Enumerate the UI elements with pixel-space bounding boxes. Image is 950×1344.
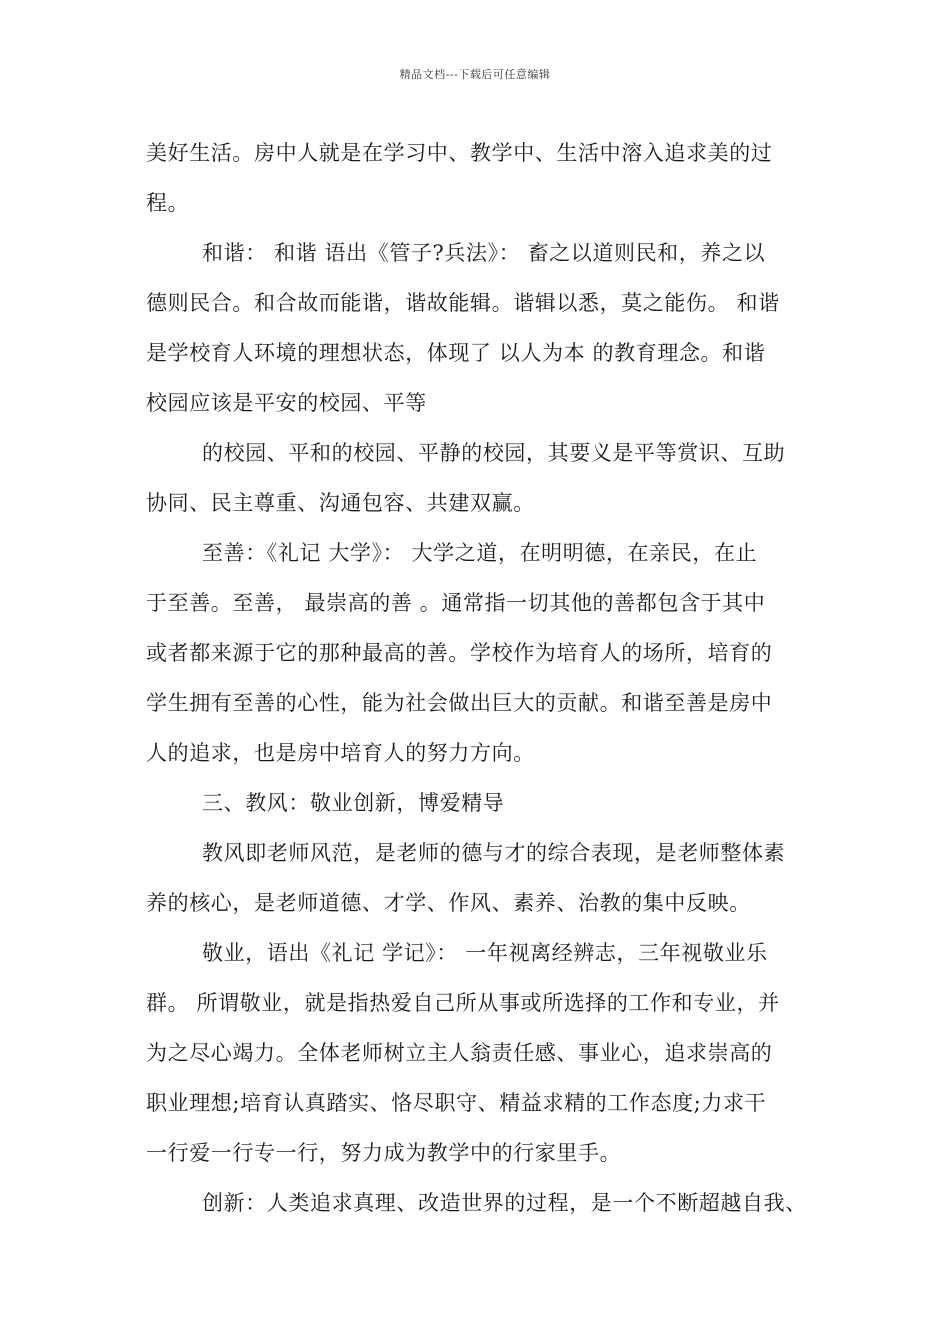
text-line: 美好生活。房中人就是在学习中、教学中、生活中溶入追求美的过 (146, 141, 773, 165)
text-line: 和谐： 和谐 语出《管子?兵法》： 畜之以道则民和，养之以 (202, 241, 766, 265)
document-body (146, 128, 826, 1228)
text-line: 学生拥有至善的心性，能为社会做出巨大的贡献。和谐至善是房中 (146, 691, 773, 715)
text-line: 或者都来源于它的那种最高的善。学校作为培育人的场所，培育的 (146, 641, 773, 665)
text-line: 教风即老师风范，是老师的德与才的综合表现，是老师整体素 (202, 841, 786, 865)
text-line: 创新：人类追求真理、改造世界的过程，是一个不断超越自我、 (202, 1191, 807, 1215)
text-line: 为之尽心竭力。全体老师树立主人翁责任感、事业心，追求崇高的 (146, 1041, 773, 1065)
text-line: 至善：《礼记 大学》： 大学之道，在明明德，在亲民，在止 (202, 541, 758, 565)
text-line: 的校园、平和的校园、平静的校园，其要义是平等赏识、互助 (202, 441, 786, 465)
text-line: 于至善。至善， 最崇高的善 。通常指一切其他的善都包含于其中 (146, 591, 766, 615)
text-line: 程。 (146, 191, 190, 215)
text-line: 三、教风：敬业创新，博爱精导 (202, 791, 505, 815)
page-header: 精品文档---下载后可任意编辑 (399, 68, 551, 81)
text-line: 群。 所谓敬业，就是指热爱自己所从事或所选择的工作和专业，并 (146, 991, 780, 1015)
text-line: 校园应该是平安的校园、平等 (146, 391, 427, 415)
text-line: 养的核心，是老师道德、才学、作风、素养、治教的集中反映。 (146, 891, 751, 915)
text-line: 敬业，语出《礼记 学记》： 一年视离经辨志，三年视敬业乐 (202, 941, 768, 965)
text-line: 人的追求，也是房中培育人的努力方向。 (146, 741, 535, 765)
text-line: 协同、民主尊重、沟通包容、共建双赢。 (146, 491, 535, 515)
text-line: 是学校育人环境的理想状态，体现了 以人为本 的教育理念。和谐 (146, 341, 766, 365)
text-line: 职业理想;培育认真踏实、恪尽职守、精益求精的工作态度;力求干 (146, 1091, 767, 1115)
text-line: 德则民合。和合故而能谐，谐故能辑。谐辑以悉，莫之能伤。 和谐 (146, 291, 780, 315)
text-line: 一行爱一行专一行，努力成为教学中的行家里手。 (146, 1141, 622, 1165)
